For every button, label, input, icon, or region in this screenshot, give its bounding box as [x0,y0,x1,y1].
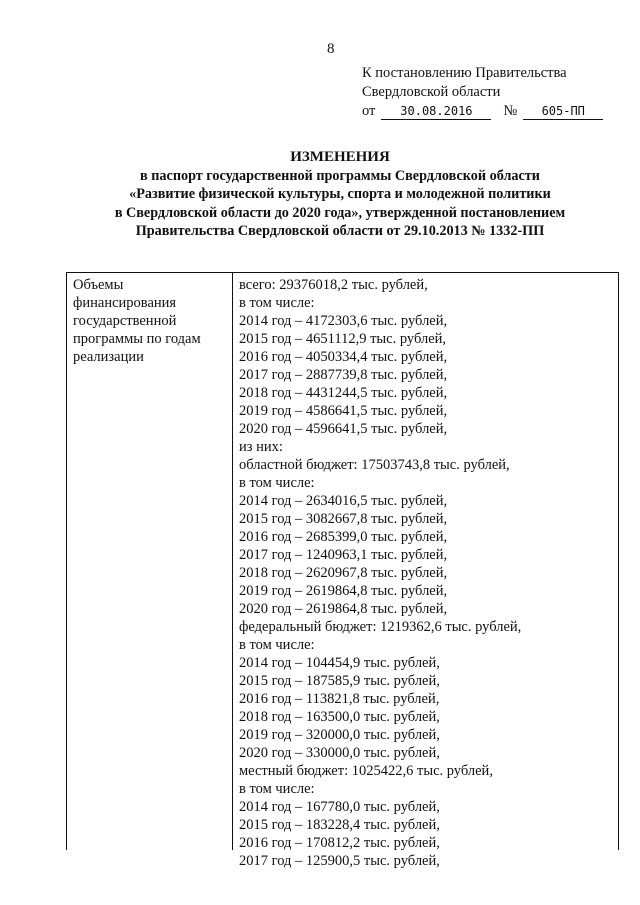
financing-line: 2019 год – 2619864,8 тыс. рублей, [239,583,448,599]
financing-line: 2020 год – 330000,0 тыс. рублей, [239,745,440,761]
table-row-value-cell [233,273,618,870]
financing-line: в том числе: [239,637,315,653]
financing-line: 2016 год – 4050334,4 тыс. рублей, [239,349,448,365]
financing-line: 2019 год – 320000,0 тыс. рублей, [239,727,440,743]
financing-line: всего: 29376018,2 тыс. рублей, [239,277,428,293]
resolution-number: 605-ПП [523,104,603,120]
financing-line: из них: [239,439,283,455]
label-line: программы по годам [73,331,201,347]
document-title [40,148,640,240]
financing-line: 2017 год – 1240963,1 тыс. рублей, [239,547,448,563]
resolution-date: 30.08.2016 [381,104,491,120]
financing-line: 2014 год – 4172303,6 тыс. рублей, [239,313,448,329]
title-line: в паспорт государственной программы Свердловской области [140,168,540,185]
financing-line: 2014 год – 167780,0 тыс. рублей, [239,799,440,815]
title-line: «Развитие физической культуры, спорта и молодежной политики [129,186,551,203]
financing-line: в том числе: [239,295,315,311]
page-number: 8 [327,41,335,57]
appendix-line-1: К постановлению Правительства [362,65,567,81]
financing-table [66,272,619,869]
title-subtitle [40,167,640,240]
appendix-line-2: Свердловской области [362,84,501,100]
financing-line: федеральный бюджет: 1219362,6 тыс. рублей, [239,619,522,635]
financing-line: областной бюджет: 17503743,8 тыс. рублей, [239,457,510,473]
title-line: Правительства Свердловской области от 29.10.2013 № 1332-ПП [135,222,545,239]
financing-line: 2020 год – 4596641,5 тыс. рублей, [239,421,448,437]
financing-line: 2018 год – 4431244,5 тыс. рублей, [239,385,448,401]
financing-line: 2015 год – 3082667,8 тыс. рублей, [239,511,448,527]
financing-line: 2015 год – 4651112,9 тыс. рублей, [239,331,447,347]
appendix-reference [362,64,603,121]
table-row-label-cell [67,273,233,850]
financing-line: местный бюджет: 1025422,6 тыс. рублей, [239,763,493,779]
number-label: № [503,103,518,119]
appendix-date-line [362,102,603,121]
financing-line: 2016 год – 170812,2 тыс. рублей, [239,835,440,851]
financing-line: в том числе: [239,475,315,491]
from-label: от [362,103,376,119]
financing-line: 2014 год – 2634016,5 тыс. рублей, [239,493,448,509]
financing-line: 2014 год – 104454,9 тыс. рублей, [239,655,440,671]
financing-line: 2017 год – 125900,5 тыс. рублей, [239,853,440,869]
label-line: реализации [73,349,144,365]
title-line: в Свердловской области до 2020 года», утвержденной постановлением [114,204,566,221]
title-heading: ИЗМЕНЕНИЯ [290,149,390,165]
financing-line: 2016 год – 2685399,0 тыс. рублей, [239,529,448,545]
financing-line: 2018 год – 2620967,8 тыс. рублей, [239,565,448,581]
label-line: Объемы [73,277,124,293]
label-line: государственной [73,313,177,329]
label-line: финансирования [73,295,177,311]
financing-line: 2015 год – 187585,9 тыс. рублей, [239,673,440,689]
financing-line: 2016 год – 113821,8 тыс. рублей, [239,691,440,707]
financing-line: 2020 год – 2619864,8 тыс. рублей, [239,601,448,617]
financing-line: 2015 год – 183228,4 тыс. рублей, [239,817,440,833]
financing-line: 2019 год – 4586641,5 тыс. рублей, [239,403,448,419]
financing-line: в том числе: [239,781,315,797]
financing-line: 2018 год – 163500,0 тыс. рублей, [239,709,440,725]
financing-line: 2017 год – 2887739,8 тыс. рублей, [239,367,448,383]
